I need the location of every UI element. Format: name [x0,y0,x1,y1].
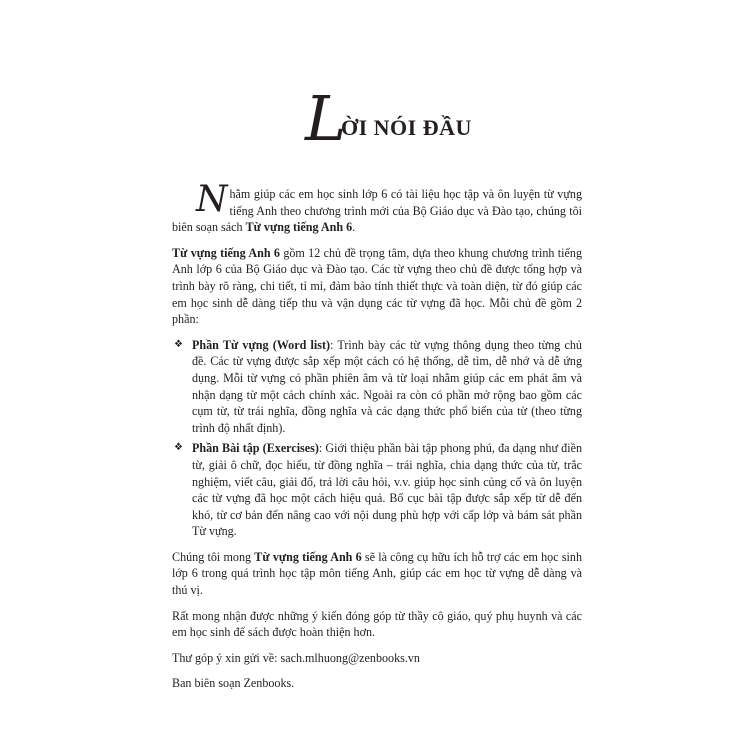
paragraph-intro: Nhằm giúp các em học sinh lớp 6 có tài liệu học tập và ôn luyện từ vựng tiếng Anh theo chương trình mới của Bộ Giáo dục và Đào tạo, chúng tôi biên soạn sách Từ vựng tiếng Anh 6. [172,179,582,235]
list-item-text: : Trình bày các từ vựng thông dụng theo từng chủ đề. Các từ vựng được sắp xếp một cách có hệ thống, dễ tìm, dễ nhớ và dễ ứng dụng. Mỗi từ vựng có phần phiên âm và từ loại nhằm giúp các em phát âm và nhận dạng từ một cách chính xác. Ngoài ra còn có phần mở rộng bao gồm các cụm từ, từ trái nghĩa, đồng nghĩa và các dạng thức phổ biến của từ (theo từng trình độ nhất định). [192,337,582,435]
title-initial-letter: L [305,82,347,155]
drop-cap: N [196,179,228,220]
diamond-bullet-icon: ❖ [174,338,183,350]
list-item-heading: Phần Bài tập (Exercises) [192,441,319,456]
page-title [305,82,505,158]
paragraph-feedback: Rất mong nhận được những ý kiến đóng góp từ thầy cô giáo, quý phụ huynh và các em học sinh để sách được hoàn thiện hơn. [172,608,582,640]
list-item [172,440,582,540]
preface-body [172,179,582,701]
diamond-bullet-icon: ❖ [174,442,183,454]
paragraph-hope: Chúng tôi mong Từ vựng tiếng Anh 6 sẽ là công cụ hữu ích hỗ trợ các em học sinh lớp 6 trong quá trình học tập môn tiếng Anh, giúp các em học từ vựng dễ dàng và thú vị. [172,549,582,598]
paragraph-contact: Thư góp ý xin gửi về: sach.mlhuong@zenbooks.vn [172,650,420,665]
list-item-heading: Phần Từ vựng (Word list) [192,337,331,352]
book-name-bold: Từ vựng tiếng Anh 6 [245,220,353,235]
paragraph-structure [172,245,582,328]
book-name-bold: Từ vựng tiếng Anh 6 [254,549,362,564]
list-item [172,337,582,437]
paragraph-signature: Ban biên soạn Zenbooks. [172,676,295,691]
paragraph-hope-text: sẽ là công cụ hữu ích hỗ trợ các em học sinh lớp 6 trong quá trình học tập môn tiếng Anh, giúp các em học từ vựng dễ dàng và thú vị. [172,549,582,598]
title-text: ỜI NÓI ĐẦU [341,115,472,140]
book-name-bold: Từ vựng tiếng Anh 6 [172,245,280,260]
list-item-text: : Giới thiệu phần bài tập phong phú, đa dạng như điền từ, giải ô chữ, đọc hiểu, từ đồng nghĩa – trái nghĩa, chia dạng thức của từ, trắc nghiệm, viết câu, giải đố, trả lời câu hỏi, v.v. giúp học sinh củng cố và ôn luyện các từ vựng đã học một cách hiệu quả. Bố cục bài tập được sắp xếp từ dễ đến khó, từ cơ bản đến nâng cao với nội dung phù hợp với cấp lớp và bám sát phần Từ vựng. [192,441,582,539]
paragraph-structure-text: gồm 12 chủ đề trọng tâm, dựa theo khung chương trình tiếng Anh lớp 6 của Bộ Giáo dục và Đào tạo. Các từ vựng theo chủ đề được tổng hợp và trình bày rõ ràng, chi tiết, tỉ mỉ, đảm bảo tính thiết thực và toàn diện, từ đó giúp các em học sinh dễ dàng tiếp thu và vận dụng các từ vựng đã học. Mỗi chủ đề gồm 2 phần: [172,245,582,327]
paragraph-intro-text: hằm giúp các em học sinh lớp 6 có tài liệu học tập và ôn luyện từ vựng tiếng Anh theo chương trình mới của Bộ Giáo dục và Đào tạo, chúng tôi biên soạn sách [172,187,582,235]
section-list [172,337,582,540]
